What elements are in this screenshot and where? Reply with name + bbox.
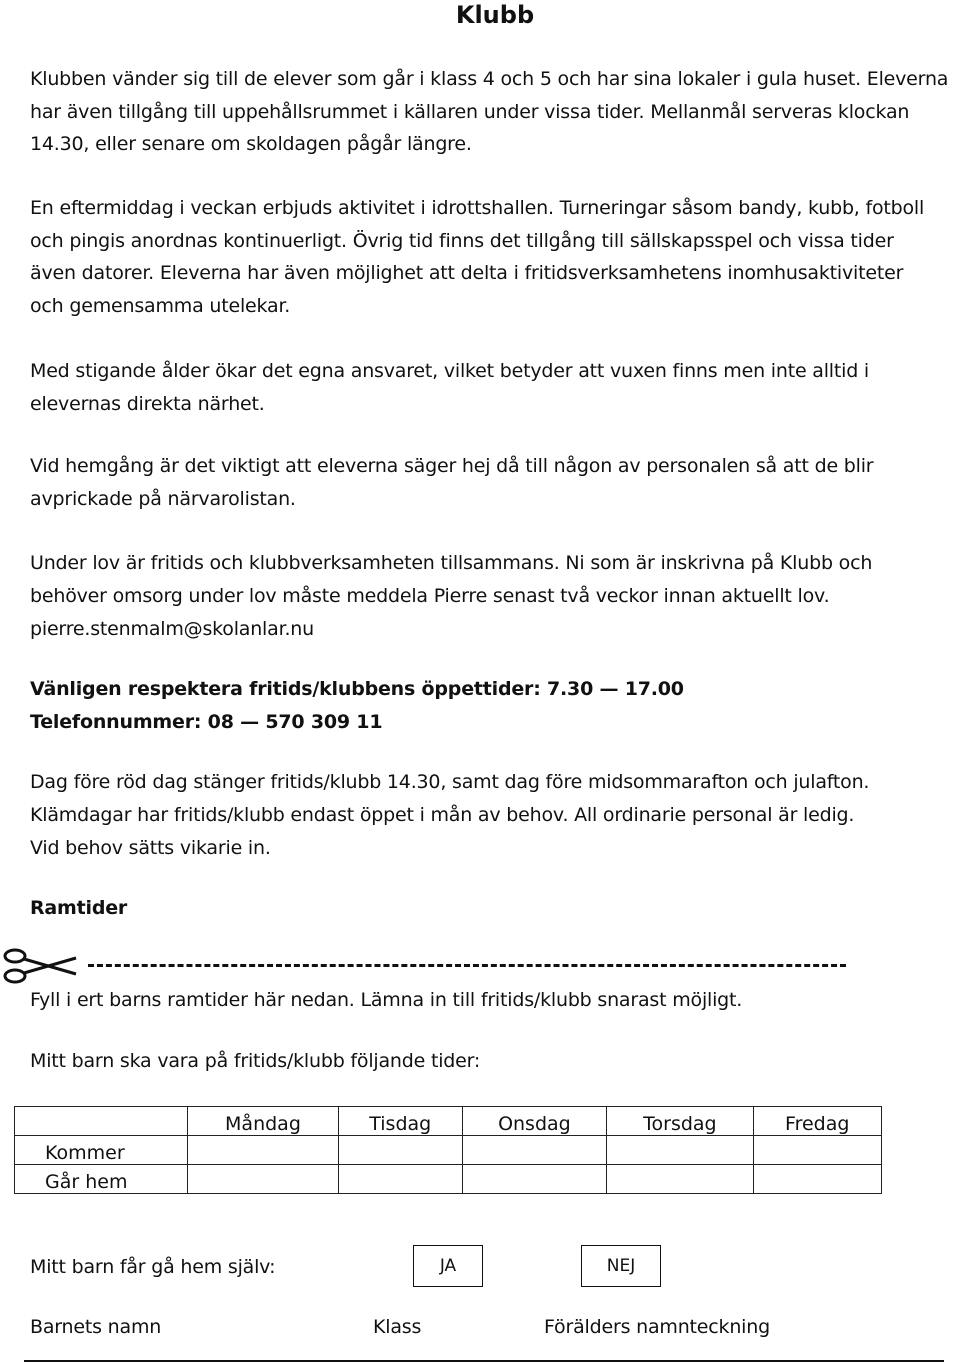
form-prompt: Mitt barn ska vara på fritids/klubb följande tider: [30,1050,481,1072]
text-line: Vid hemgång är det viktigt att eleverna säger hej då till någon av personalen så att de blir [30,455,874,477]
table-row [15,1107,882,1136]
scissors-icon [2,946,78,986]
opening-hours: Vänligen respektera fritids/klubbens öppettider: 7.30 — 17.00 [30,678,684,700]
text-line: behöver omsorg under lov måste meddela Pierre senast två veckor innan aktuellt lov. [30,585,830,607]
intro-paragraph [30,63,950,161]
text-line: och pingis anordnas kontinuerligt. Övrig tid finns det tillgång till sällskapsspel och vissa tider [30,229,894,252]
table-row [15,1165,882,1194]
text-line: elevernas direkta närhet. [30,393,265,415]
closing-days-paragraph [30,766,950,865]
time-cell[interactable] [188,1165,339,1194]
signature-line [24,1360,944,1362]
text-line: Med stigande ålder ökar det egna ansvaret, vilket betyder att vuxen finns men inte alltid i [30,360,869,382]
day-header-monday: Måndag [188,1107,339,1136]
no-checkbox[interactable]: NEJ [581,1245,661,1287]
text-line: En eftermiddag i veckan erbjuds aktivitet i idrottshallen. Turneringar såsom bandy, kubb, fotboll [30,197,925,219]
time-cell[interactable] [607,1165,753,1194]
email-address: pierre.stenmalm@skolanlar.nu [30,618,314,640]
time-cell[interactable] [338,1136,462,1165]
day-header-wednesday: Onsdag [462,1107,607,1136]
time-cell[interactable] [462,1165,607,1194]
time-cell[interactable] [753,1165,881,1194]
child-name-label: Barnets namn [30,1316,162,1338]
day-header-tuesday: Tisdag [338,1107,462,1136]
yes-checkbox[interactable]: JA [413,1245,483,1287]
text-line: Vid behov sätts vikarie in. [30,837,271,859]
time-cell[interactable] [462,1136,607,1165]
time-cell[interactable] [338,1165,462,1194]
table-row [15,1136,882,1165]
time-cell[interactable] [753,1136,881,1165]
schedule-table [14,1106,882,1194]
parent-signature-label: Förälders namnteckning [544,1316,770,1338]
text-line: Dag före röd dag stänger fritids/klubb 14.30, samt dag före midsommarafton och julafton. [30,771,870,793]
cut-line [88,964,846,967]
holiday-paragraph [30,547,950,646]
text-line: Klämdagar har fritids/klubb endast öppet i mån av behov. All ordinarie personal är ledig. [30,804,855,826]
responsibility-paragraph [30,355,950,421]
time-cell[interactable] [607,1136,753,1165]
leaving-paragraph [30,450,950,516]
text-line: och gemensamma utelekar. [30,294,291,317]
text-line: Under lov är fritids och klubbverksamheten tillsammans. Ni som är inskrivna på Klubb och [30,552,873,574]
time-cell[interactable] [188,1136,339,1165]
ramtider-heading: Ramtider [30,897,128,919]
text-line: även datorer. Eleverna har även möjlighet att delta i fritidsverksamhetens inomhusaktiviteter [30,262,904,284]
text-line: Klubben vänder sig till de elever som går i klass 4 och 5 och har sina lokaler i gula huset. Eleverna [30,68,949,90]
text-line: har även tillgång till uppehållsrummet i källaren under vissa tider. Mellanmål serveras klockan [30,100,910,123]
table-cell [15,1107,188,1136]
day-header-friday: Fredag [753,1107,881,1136]
class-label: Klass [373,1316,422,1338]
page-title: Klubb [455,1,535,29]
walk-home-label: Mitt barn får gå hem själv: [30,1256,276,1278]
activities-paragraph [30,192,950,322]
row-label-leave: Går hem [15,1165,188,1194]
row-label-arrive: Kommer [15,1136,188,1165]
day-header-thursday: Torsdag [607,1107,753,1136]
text-line: 14.30, eller senare om skoldagen pågår längre. [30,133,472,155]
form-instruction: Fyll i ert barns ramtider här nedan. Lämna in till fritids/klubb snarast möjligt. [30,989,743,1011]
text-line: avprickade på närvarolistan. [30,488,296,510]
phone-number: Telefonnummer: 08 — 570 309 11 [30,711,383,733]
